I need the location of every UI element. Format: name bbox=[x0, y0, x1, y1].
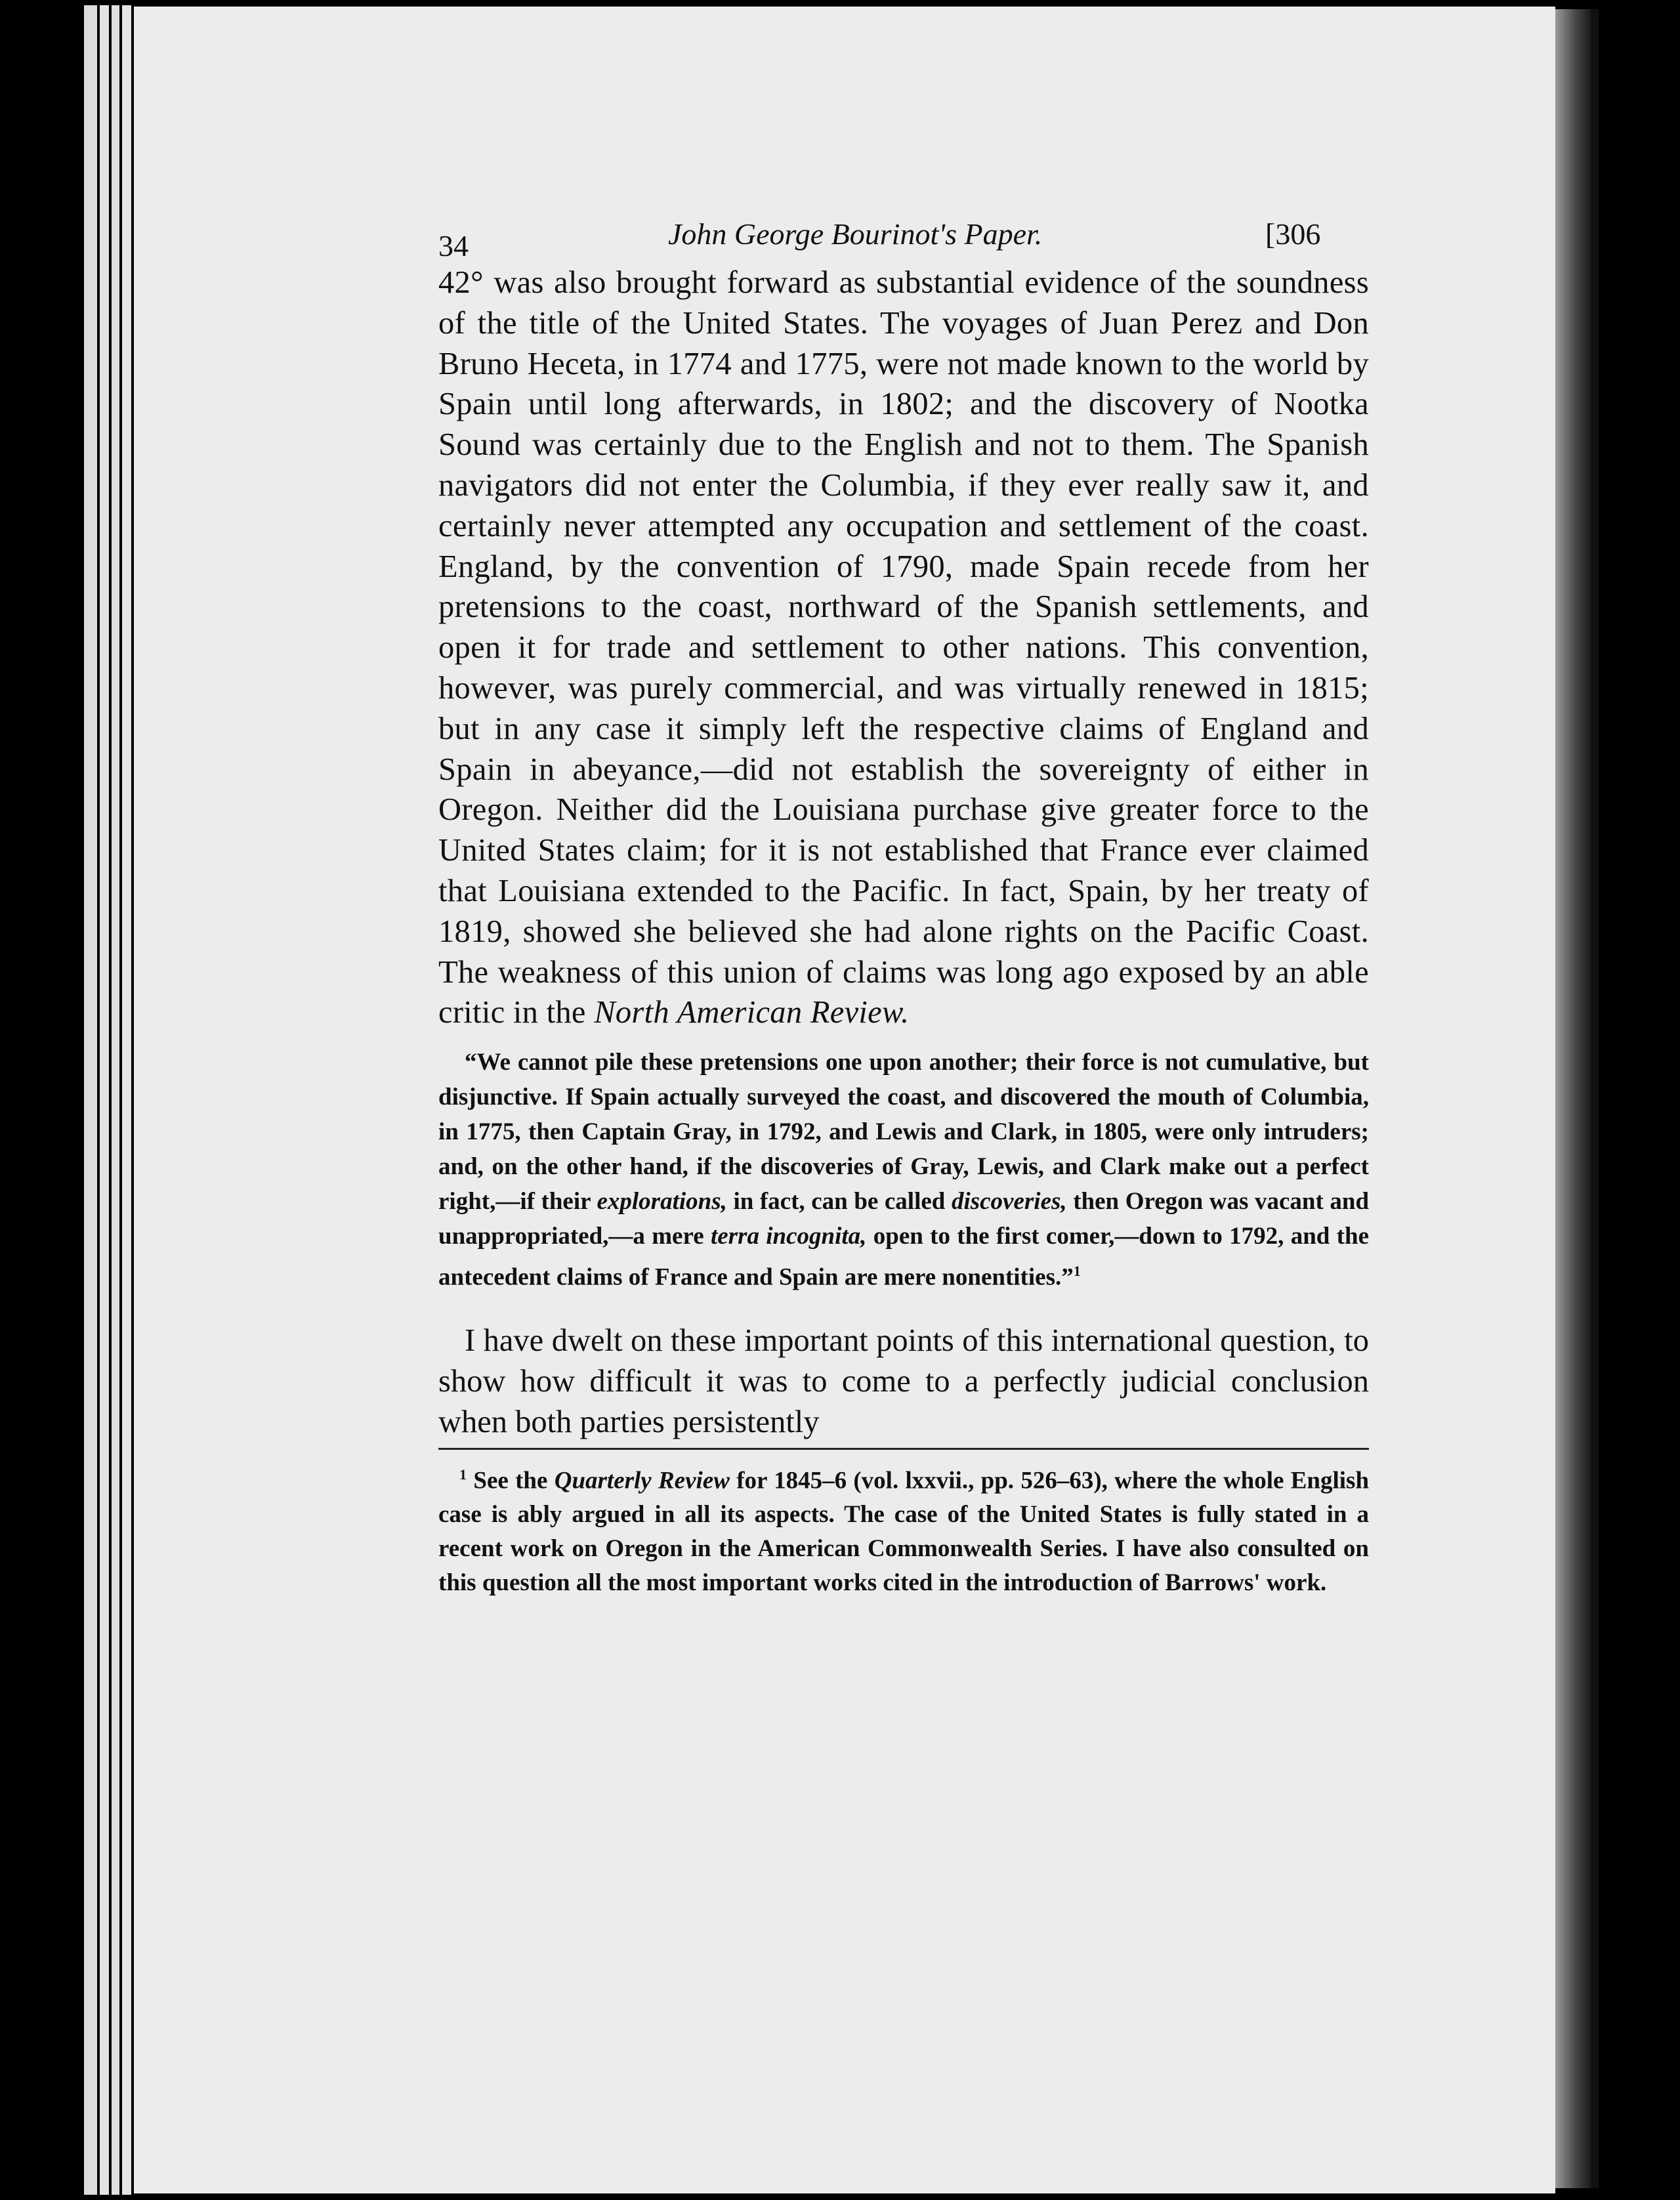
page-edge bbox=[112, 5, 119, 2195]
body-paragraph bbox=[438, 263, 1369, 1033]
page-edge bbox=[84, 5, 97, 2195]
page-content bbox=[438, 217, 1369, 1600]
page-edge bbox=[122, 5, 131, 2195]
footnote-reference: 1 bbox=[1073, 1263, 1081, 1280]
quote-italic: explorations, bbox=[597, 1188, 727, 1216]
gutter-shadow bbox=[1555, 9, 1591, 2188]
section-reference: [306 bbox=[1265, 217, 1321, 251]
journal-title: North American Review. bbox=[594, 995, 910, 1030]
running-head bbox=[438, 217, 1369, 263]
footnote-text: See the bbox=[473, 1467, 548, 1494]
right-page-edge bbox=[1591, 9, 1599, 2188]
page-edge bbox=[100, 5, 109, 2195]
quote-italic: terra incognita, bbox=[710, 1223, 867, 1250]
page-number: 34 bbox=[438, 229, 469, 263]
footnote bbox=[438, 1458, 1369, 1600]
body-paragraph: I have dwelt on these important points of this international question, to show how difficult it was to come to a perfectly judicial conclusion when both parties persistently bbox=[438, 1323, 1369, 1440]
footnote-marker: 1 bbox=[459, 1466, 467, 1483]
running-title: John George Bourinot's Paper. bbox=[668, 217, 1043, 251]
body-text: 42° was also brought forward as substantial evidence of the soundness of the title of the United States. The voyages of Juan Perez and Don Bruno Heceta, in 1774 and 1775, were not made known to the world by Spain until long afterwards, in 1802; and the discovery of Nootka Sound was certainly due to the English and not to them. The Spanish navigators did not enter the Columbia, if they ever really saw it, and certainly never attempted any occupation and settlement of the coast. England, by the convention of 1790, made Spain recede from her pretensions to the coast, northward of the Spanish settlements, and open it for trade and settlement to other nations. This convention, however, was purely commercial, and was virtually renewed in 1815; but in any case it simply left the respective claims of England and Spain in abeyance,—did not establish the sovereignty of either in Oregon. Neither did the Louisiana purchase give greater force to the United States claim; for it is not established that France ever claimed that Louisiana extended to the Pacific. In fact, Spain, by her treaty of 1819, showed she believed she had alone rights on the Pacific Coast. The weakness of this union of claims was long ago exposed by an able critic in the bbox=[438, 265, 1369, 1030]
footnote-rule bbox=[438, 1448, 1369, 1450]
quote-text: open to the first comer,—down to 1792, and the antecedent claims of France and Spain are mere nonentities.” bbox=[438, 1223, 1370, 1291]
quote-text: in fact, can be called bbox=[733, 1188, 946, 1216]
block-quotation bbox=[438, 1045, 1369, 1294]
quote-italic: discoveries, bbox=[951, 1188, 1067, 1216]
quote-text: “We cannot pile these pretensions one upon another; their force is not cumulative, but disjunctive. If Spain actually surveyed the coast, and discovered the mouth of Columbia, in 1775, then Captain Gray, in 1792, and Lewis and Clark, in 1805, were only intruders; and, on the other hand, if the discoveries of Gray, Lewis, and Clark make out a perfect right,—if their bbox=[438, 1049, 1369, 1216]
quote-text: then Oregon was vacant and unappropriated,—a mere bbox=[438, 1188, 1370, 1250]
footnote-text: for 1845–6 (vol. lxxvii., pp. 526–63), where the whole English case is ably argued in all its aspects. The case of the United States is fully stated in a recent work on Oregon in the American Commonwealth Series. I have also consulted on this question all the most important works cited in the introduction of Barrows' work. bbox=[438, 1467, 1370, 1597]
footnote-journal: Quarterly Review bbox=[554, 1467, 730, 1494]
